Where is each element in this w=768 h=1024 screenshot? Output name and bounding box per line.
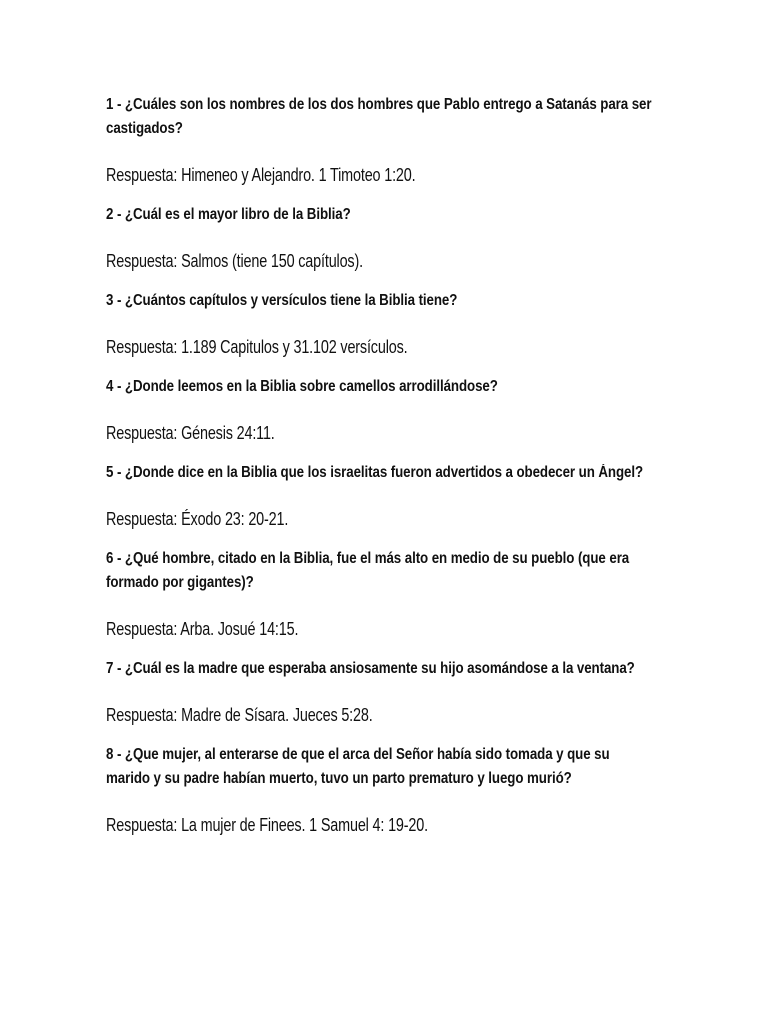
answer-5: Respuesta: Éxodo 23: 20-21. xyxy=(106,509,289,529)
qa-item-1 xyxy=(106,93,666,187)
qa-item-4 xyxy=(106,375,666,445)
answer-6: Respuesta: Arba. Josué 14:15. xyxy=(106,619,299,639)
answer-3: Respuesta: 1.189 Capitulos y 31.102 versículos. xyxy=(106,337,408,357)
answer-1: Respuesta: Himeneo y Alejandro. 1 Timoteo 1:20. xyxy=(106,165,416,185)
question-8: 8 - ¿Que mujer, al enterarse de que el arca del Señor había sido tomada y que su marido y su padre habían muerto, tuvo un parto prematuro y luego murió? xyxy=(106,746,610,787)
question-1: 1 - ¿Cuáles son los nombres de los dos hombres que Pablo entrego a Satanás para ser castigados? xyxy=(106,96,652,137)
qa-list xyxy=(106,93,666,853)
answer-8: Respuesta: La mujer de Finees. 1 Samuel 4: 19-20. xyxy=(106,815,428,835)
qa-item-7 xyxy=(106,657,666,727)
question-5: 5 - ¿Donde dice en la Biblia que los israelitas fueron advertidos a obedecer un Ángel? xyxy=(106,464,644,481)
qa-item-8 xyxy=(106,743,666,837)
question-2: 2 - ¿Cuál es el mayor libro de la Biblia? xyxy=(106,206,351,223)
qa-item-3 xyxy=(106,289,666,359)
question-6: 6 - ¿Qué hombre, citado en la Biblia, fue el más alto en medio de su pueblo (que era formado por gigantes)? xyxy=(106,550,630,591)
question-4: 4 - ¿Donde leemos en la Biblia sobre camellos arrodillándose? xyxy=(106,378,498,395)
answer-7: Respuesta: Madre de Sísara. Jueces 5:28. xyxy=(106,705,373,725)
question-7: 7 - ¿Cuál es la madre que esperaba ansiosamente su hijo asomándose a la ventana? xyxy=(106,660,635,677)
answer-4: Respuesta: Génesis 24:11. xyxy=(106,423,275,443)
qa-item-2 xyxy=(106,203,666,273)
qa-item-6 xyxy=(106,547,666,641)
question-3: 3 - ¿Cuántos capítulos y versículos tiene la Biblia tiene? xyxy=(106,292,458,309)
answer-2: Respuesta: Salmos (tiene 150 capítulos). xyxy=(106,251,363,271)
qa-item-5 xyxy=(106,461,666,531)
